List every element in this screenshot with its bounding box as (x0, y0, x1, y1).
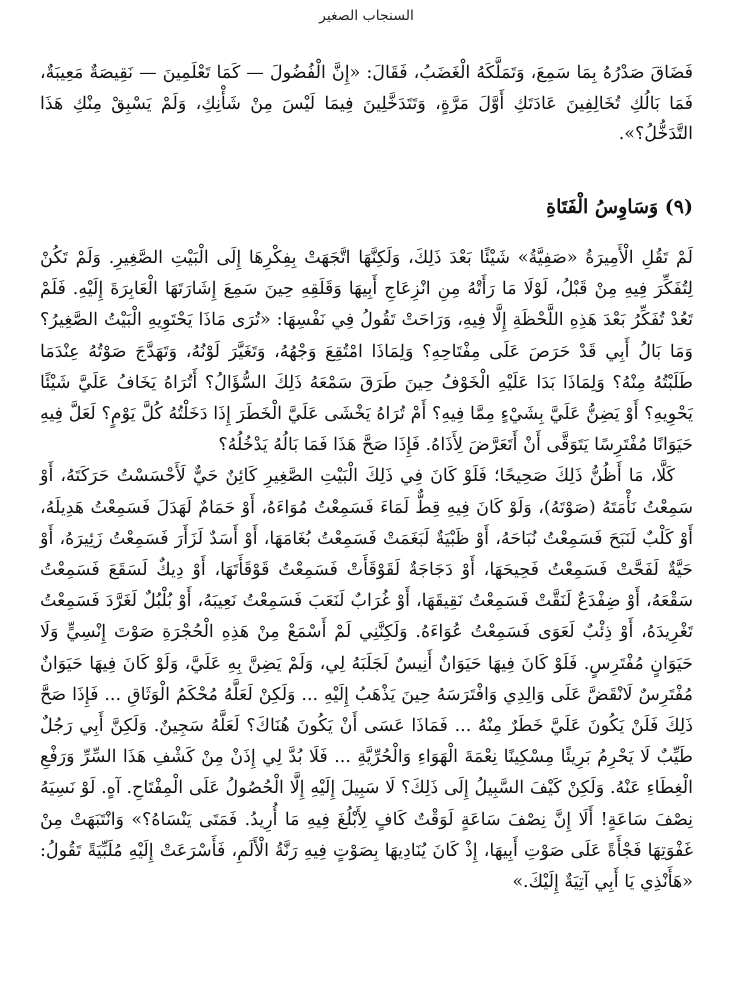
opening-text-block (40, 58, 693, 150)
opening-paragraph: فَضَاقَ صَدْرُهُ بِمَا سَمِعَ، وَتَمَلَّكَهُ الْغَضَبُ، فَقَالَ: «إِنَّ الْفُضُولَ — كَمَا تَعْلَمِينَ — نَقِيصَةٌ مَعِيبَةٌ، فَمَا بَالُكِ تُخَالِفِينَ عَادَتَكِ أَوَّلَ مَرَّةٍ، وَتَتَدَخَّلِينَ فِيمَا لَيْسَ مِنْ شَأْنِكِ، وَلَمْ يَسْبِقْ مِنْكِ هَذَا التَّدَخُّلُ؟». (40, 63, 693, 145)
chapter-paragraph-1: لَمْ تَقُلِ الْأَمِيرَةُ «صَفِيَّةُ» شَيْئًا بَعْدَ ذَلِكَ، وَلَكِنَّهَا اتَّجَهَتْ بِفِكْرِهَا إِلَى الْبَيْتِ الصَّغِيرِ. وَلَمْ تَكُنْ لِتُفَكِّرَ فِيهِ مِنْ قَبْلُ، لَوْلَا مَا رَأَتْهُ مِنِ انْزِعَاجِ أَبِيهَا وَقَلَقِهِ حِينَ سَمِعَ إِشَارَتَهَا الْعَابِرَةَ إِلَيْهِ. فَلَمْ تَعُدْ تُفَكِّرُ بَعْدَ هَذِهِ اللَّحْظَةِ إِلَّا فِيهِ، وَرَاحَتْ تَقُولُ فِي نَفْسِهَا: «تُرَى مَاذَا يَحْتَوِيهِ الْبَيْتُ الصَّغِيرُ؟ وَمَا بَالُ أَبِي قَدْ حَرَصَ عَلَى مِفْتَاحِهِ؟ وَلِمَاذَا امْتُقِعَ وَجْهُهُ، وَتَغَيَّرَ لَوْنُهُ، وَتَهَدَّجَ صَوْتُهُ عِنْدَمَا طَلَبْتُهُ مِنْهُ؟ وَلِمَاذَا بَدَا عَلَيْهِ الْخَوْفُ حِينَ طَرَقَ سَمْعَهُ ذَلِكَ السُّؤَالُ؟ أَتُرَاهُ يَخَافُ عَلَيَّ شَيْئًا يَحْوِيهِ؟ أَوْ يَضِنُّ عَلَيَّ بِشَيْءٍ مِمَّا فِيهِ؟ أَمْ تُرَاهُ يَخْشَى عَلَيَّ الْخَطَرَ إِذَا دَخَلْتُهُ كُلَّ يَوْمٍ؟ لَعَلَّ فِيهِ حَيَوَانًا مُفْتَرِسًا يَتَوَقَّى أَنْ أَتَعَرَّضَ لِأَذَاهُ. فَإِذَا صَحَّ هَذَا فَمَا بَالُهُ يَدْخُلُهُ؟ (40, 248, 693, 456)
running-header-title: السنجاب الصغير (319, 8, 414, 24)
chapter-paragraph-2: كَلَّا، مَا أَظُنُّ ذَلِكَ صَحِيحًا؛ فَلَوْ كَانَ فِي ذَلِكَ الْبَيْتِ الصَّغِيرِ كَائِنٌ حَيٌّ لَأَحْسَسْتُ حَرَكَتَهُ، أَوْ سَمِعْتُ نَأْمَتَهُ (صَوْتَهُ)، وَلَوْ كَانَ فِيهِ قِطٌّ لَمَاءَ فَسَمِعْتُ مُوَاءَهُ، أَوْ حَمَامٌ لَهَدَلَ فَسَمِعْتُ هَدِيلَهُ، أَوْ كَلْبٌ لَنَبَحَ فَسَمِعْتُ نُبَاحَهُ، أَوْ ظَبْيَةٌ لَبَغَمَتْ فَسَمِعْتُ بُغَامَهَا، أَوْ أَسَدٌ لَزَأَرَ فَسَمِعْتُ زَئِيرَهُ، أَوْ حَيَّةٌ لَفَحَّتْ فَسَمِعْتُ فَحِيحَهَا، أَوْ دَجَاجَةٌ لَقَوْقَأَتْ فَسَمِعْتُ قَوْقَأَتَهَا، أَوْ دِيكٌ لَسَقَعَ فَسَمِعْتُ سَقْعَهُ، أَوْ ضِفْدَعٌ لَنَقَّتْ فَسَمِعْتُ نَقِيقَهَا، أَوْ غُرَابٌ لَنَعَبَ فَسَمِعْتُ نَعِيبَهُ، أَوْ بُلْبُلٌ لَغَرَّدَ فَسَمِعْتُ تَغْرِيدَهُ، أَوْ ذِئْبٌ لَعَوَى فَسَمِعْتُ عُوَاءَهُ. وَلَكِنَّنِي لَمْ أَسْمَعْ مِنْ هَذِهِ الْحُجْرَةِ صَوْتَ إِنْسِيٍّ وَلَا حَيَوَانٍ مُفْتَرِسٍ. فَلَوْ كَانَ فِيهَا حَيَوَانٌ أَنِيسٌ لَجَلَبَهُ لِي، وَلَمْ يَضِنَّ بِهِ عَلَيَّ، وَلَوْ كَانَ فِيهَا حَيَوَانٌ مُفْتَرِسٌ لَانْقَضَّ عَلَى وَالِدِي وَافْتَرَسَهُ حِينَ يَذْهَبُ إِلَيْهِ ... وَلَكِنْ لَعَلَّهُ مُحْكَمُ الْوَثَاقِ ... فَإِذَا صَحَّ ذَلِكَ فَلَنْ يَكُونَ عَلَيَّ خَطَرٌ مِنْهُ ... فَمَاذَا عَسَى أَنْ يَكُونَ هُنَاكَ؟ لَعَلَّهُ سَجِينٌ. وَلَكِنَّ أَبِي رَجُلٌ طَيِّبٌ لَا يَحْرِمُ بَرِيئًا مِسْكِينًا نِعْمَةَ الْهَوَاءِ وَالْحُرِّيَّةِ ... فَلَا بُدَّ لِي إِذَنْ مِنْ كَشْفِ هَذَا السِّرِّ وَرَفْعِ الْغِطَاءِ عَنْهُ. وَلَكِنْ كَيْفَ السَّبِيلُ إِلَى ذَلِكَ؟ لَا سَبِيلَ إِلَيْهِ إِلَّا الْحُصُولُ عَلَى الْمِفْتَاحِ. آهٍ. لَوْ نَسِيَهُ نِصْفَ سَاعَةٍ! أَلَا إِنَّ نِصْفَ سَاعَةٍ لَوَقْتٌ كَافٍ لِأَبْلُغَ فِيهِ مَا أُرِيدُ. فَمَتَى يَنْسَاهُ؟» وَانْتَبَهَتْ مِنْ غَفْوَتِهَا فَجْأَةً عَلَى صَوْتِ أَبِيهَا، إِذْ كَانَ يُنَادِيهَا بِصَوْتٍ فِيهِ رَنَّةُ الْأَلَمِ، فَأَسْرَعَتْ إِلَيْهِ مُلَبِّيَةً تَقُولُ: «هَأَنْذِي يَا أَبِي آتِيَةٌ إِلَيْكَ.» (40, 466, 693, 893)
chapter-heading: (٩) وَسَاوِسُ الْفَتَاةِ (546, 196, 693, 218)
chapter-text-block (40, 243, 693, 898)
